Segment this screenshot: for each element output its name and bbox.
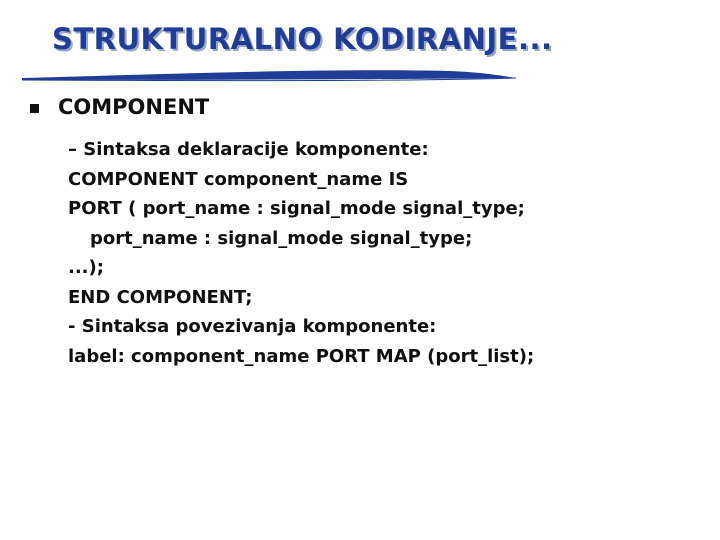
code-line: COMPONENT component_name IS [68, 168, 409, 190]
slide-title: STRUKTURALNO KODIRANJE... [52, 22, 553, 56]
syntax-block [68, 135, 708, 371]
square-bullet-icon [30, 104, 39, 113]
binding-syntax-label: - Sintaksa povezivanja komponente: [68, 316, 437, 337]
bullet-item-component [30, 95, 209, 119]
declaration-syntax-label: – Sintaksa deklaracije komponente: [68, 139, 429, 160]
code-line: ...); [68, 257, 104, 278]
code-line: PORT ( port_name : signal_mode signal_type; [68, 198, 525, 219]
code-line: label: component_name PORT MAP (port_list); [68, 345, 535, 367]
bullet-heading: COMPONENT [58, 95, 210, 119]
code-line: port_name : signal_mode signal_type; [90, 227, 473, 249]
title-underline [18, 62, 518, 86]
code-line: END COMPONENT; [68, 286, 253, 308]
